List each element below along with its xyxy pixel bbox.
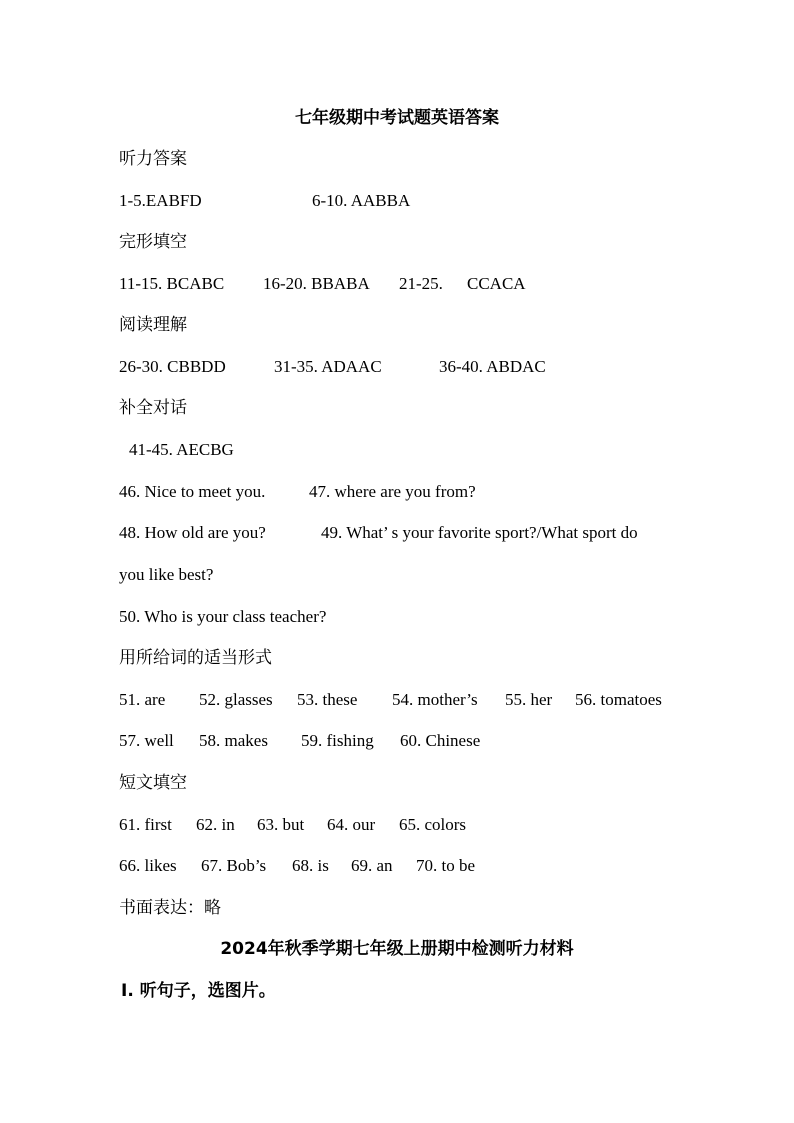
answer-group: 6-10. AABBA	[312, 191, 411, 210]
answer-word: 51. are	[119, 690, 166, 709]
listening-material-title: 2024年秋季学期七年级上册期中检测听力材料	[220, 939, 574, 959]
answer-group: 26-30. CBBDD	[119, 357, 226, 376]
answer-word: 52. glasses	[199, 690, 273, 709]
answer-group: 1-5.EABFD	[119, 191, 202, 210]
dialogue-heading: 补全对话	[119, 398, 187, 418]
writing-note: 书面表达：略	[119, 898, 221, 918]
answer-word: 63. but	[257, 815, 305, 834]
answer-word: 53. these	[297, 690, 358, 709]
answer-word: 56. tomatoes	[575, 690, 662, 709]
reading-heading: 阅读理解	[119, 315, 187, 335]
answer-word: 67. Bob’s	[201, 856, 267, 875]
answer-sentence: 46. Nice to meet you.	[119, 482, 266, 501]
answer-group: 21-25.	[399, 274, 443, 293]
answer-sentence: 48. How old are you?	[119, 523, 266, 542]
page-title: 七年级期中考试题英语答案	[295, 108, 499, 128]
answer-word: 60. Chinese	[400, 731, 481, 750]
word-forms-heading: 用所给词的适当形式	[119, 648, 272, 668]
answer-word: 68. is	[292, 856, 329, 875]
answer-word: 54. mother’s	[392, 690, 478, 709]
answer-word: 66. likes	[119, 856, 177, 875]
answer-sentence: 47. where are you from?	[309, 482, 476, 501]
answer-word: 70. to be	[416, 856, 476, 875]
answer-group: 36-40. ABDAC	[439, 357, 546, 376]
answer-word: 58. makes	[199, 731, 268, 750]
answer-word: 64. our	[327, 815, 376, 834]
dialogue-answers-row: 41-45. AECBG	[129, 440, 234, 459]
answer-group: CCACA	[467, 274, 526, 293]
cloze-heading: 完形填空	[119, 232, 187, 252]
answer-group: 31-35. ADAAC	[274, 357, 382, 376]
dialogue-sentence: 50. Who is your class teacher?	[119, 607, 327, 626]
listening-heading: 听力答案	[119, 149, 187, 169]
answer-sentence: 49. What’ s your favorite sport?/What sport do	[321, 523, 638, 542]
listening-section-heading: Ⅰ. 听句子，选图片。	[121, 981, 276, 1001]
answer-word: 61. first	[119, 815, 172, 834]
answer-word: 55. her	[505, 690, 553, 709]
answer-word: 69. an	[351, 856, 393, 875]
passage-fill-heading: 短文填空	[119, 773, 187, 793]
answer-group: 11-15. BCABC	[119, 274, 225, 293]
answer-word: 65. colors	[399, 815, 467, 834]
answer-word: 62. in	[196, 815, 235, 834]
answer-word: 57. well	[119, 731, 174, 750]
answer-group: 16-20. BBABA	[263, 274, 370, 293]
dialogue-sentence-continued: you like best?	[119, 565, 214, 584]
answer-word: 59. fishing	[301, 731, 374, 750]
